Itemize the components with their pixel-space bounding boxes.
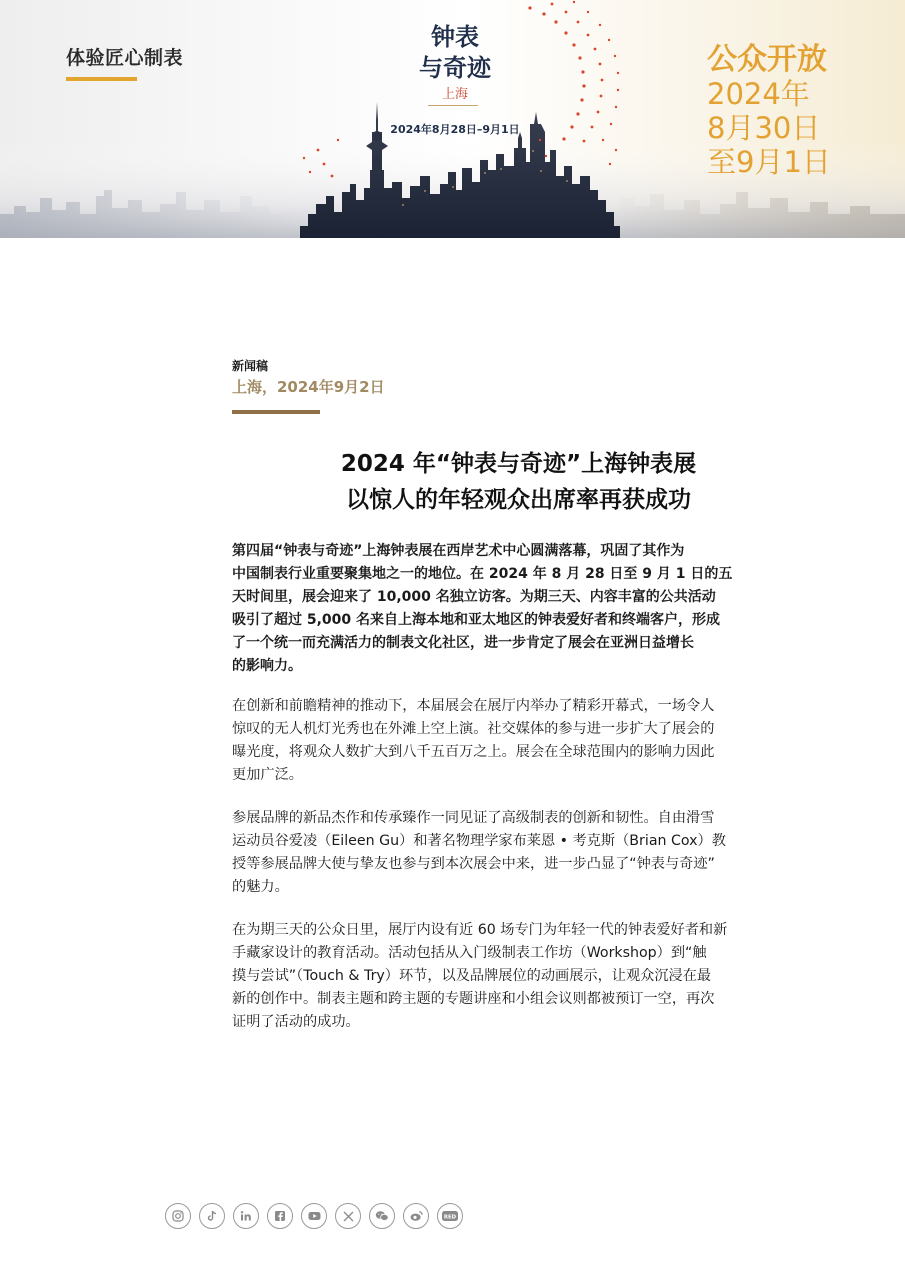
headline-line-1: 2024 年“钟表与奇迹”上海钟表展 xyxy=(340,451,697,477)
dateline: 上海，2024年9月2日 xyxy=(232,378,385,396)
event-dates: 2024年8月28日–9月1日 xyxy=(390,123,520,136)
paragraph-line: 中国制表行业重要聚集地之一的地位。在 2024 年 8 月 28 日至 9 月 1 日的五 xyxy=(232,566,733,582)
headline xyxy=(232,446,805,518)
paragraph-line: 更加广泛。 xyxy=(232,767,303,783)
paragraph-line: 天时间里，展会迎来了 10,000 名独立访客。为期三天、内容丰富的公共活动 xyxy=(232,589,716,605)
header-banner xyxy=(0,0,905,238)
wechat-icon[interactable] xyxy=(369,1203,395,1229)
facebook-icon[interactable] xyxy=(267,1203,293,1229)
dateline-underline xyxy=(232,410,320,414)
public-opening-start: 8月30日 xyxy=(707,111,821,145)
paragraph-line: 的影响力。 xyxy=(232,658,302,674)
paragraph-line: 参展品牌的新品杰作和传承臻作一同见证了高级制表的创新和韧性。自由滑雪 xyxy=(232,810,715,826)
paragraph-line: 授等参展品牌大使与挚友也参与到本次展会中来，进一步凸显了“钟表与奇迹” xyxy=(232,856,715,872)
linkedin-icon[interactable] xyxy=(233,1203,259,1229)
public-opening-end: 至9月1日 xyxy=(707,145,831,179)
tagline: 体验匠心制表 xyxy=(66,47,184,69)
public-opening-year: 2024年 xyxy=(707,77,810,111)
xiaohongshu-icon[interactable] xyxy=(437,1203,463,1229)
lead-paragraph xyxy=(232,540,808,678)
body-paragraph-brands xyxy=(232,807,808,899)
paragraph-line: 曝光度，将观众人数扩大到八千五百万之上。展会在全球范围内的影响力因此 xyxy=(232,744,715,760)
svg-text:RED: RED xyxy=(443,1214,457,1221)
paragraph-line: 摸与尝试”（Touch & Try）环节，以及品牌展位的动画展示，让观众沉浸在最 xyxy=(232,968,712,984)
paragraph-line: 惊叹的无人机灯光秀也在外滩上空上演。社交媒体的参与进一步扩大了展会的 xyxy=(232,721,715,737)
public-opening-title: 公众开放 xyxy=(707,42,827,77)
document-type-label: 新闻稿 xyxy=(232,359,269,373)
paragraph-line: 了一个统一而充满活力的制表文化社区，进一步肯定了展会在亚洲日益增长 xyxy=(232,635,694,651)
headline-line-2: 以惊人的年轻观众出席率再获成功 xyxy=(346,487,691,513)
event-logo-title xyxy=(390,22,520,84)
paragraph-line: 证明了活动的成功。 xyxy=(232,1014,360,1030)
paragraph-line: 吸引了超过 5,000 名来自上海本地和亚太地区的钟表爱好者和终端客户，形成 xyxy=(232,612,721,628)
body-paragraph-opening xyxy=(232,695,808,787)
event-logo-divider xyxy=(428,105,478,106)
paragraph-line: 手藏家设计的教育活动。活动包括从入门级制表工作坊（Workshop）到“触 xyxy=(232,945,707,961)
public-opening-block xyxy=(707,43,831,179)
paragraph-line: 在为期三天的公众日里，展厅内设有近 60 场专门为年轻一代的钟表爱好者和新 xyxy=(232,922,728,938)
body-paragraph-public-days xyxy=(232,919,808,1034)
event-logo-city: 上海 xyxy=(441,87,468,102)
event-logo-line-1: 钟表 xyxy=(431,23,479,51)
paragraph-line: 第四届“钟表与奇迹”上海钟表展在西岸艺术中心圆满落幕，巩固了其作为 xyxy=(232,543,685,559)
youtube-icon[interactable] xyxy=(301,1203,327,1229)
tiktok-icon[interactable] xyxy=(199,1203,225,1229)
paragraph-line: 运动员谷爱凌（Eileen Gu）和著名物理学家布莱恩 • 考克斯（Brian Cox）教 xyxy=(232,833,726,849)
paragraph-line: 的魅力。 xyxy=(232,879,289,895)
weibo-icon[interactable] xyxy=(403,1203,429,1229)
tagline-underline xyxy=(66,77,137,81)
social-links xyxy=(165,1203,463,1231)
paragraph-line: 新的创作中。制表主题和跨主题的专题讲座和小组会议则都被预订一空，再次 xyxy=(232,991,715,1007)
paragraph-line: 在创新和前瞻精神的推动下，本届展会在展厅内举办了精彩开幕式，一场令人 xyxy=(232,698,715,714)
x-icon[interactable] xyxy=(335,1203,361,1229)
event-logo-line-2: 与奇迹 xyxy=(419,54,491,82)
instagram-icon[interactable] xyxy=(165,1203,191,1229)
